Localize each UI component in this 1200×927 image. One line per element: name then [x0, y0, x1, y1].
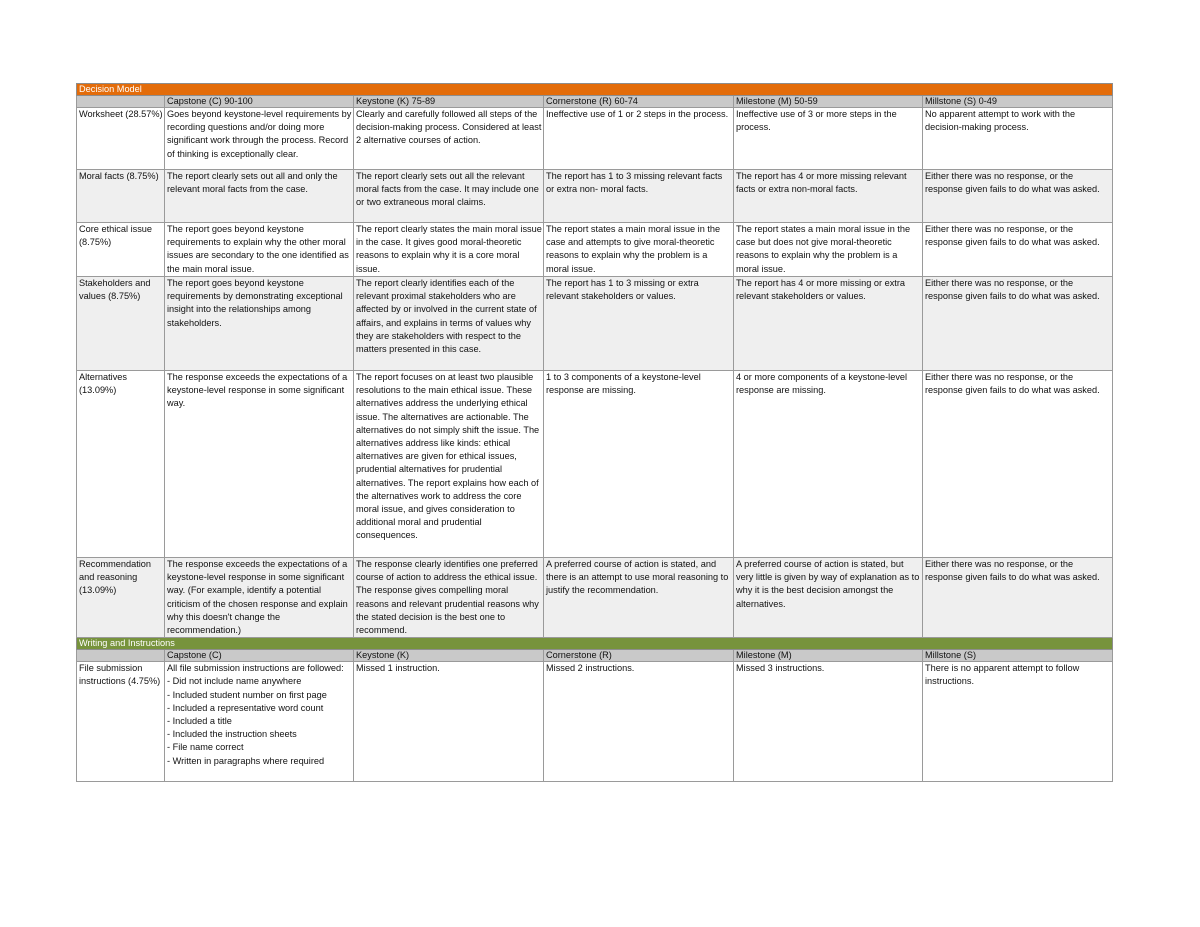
list-item: - File name correct: [167, 742, 244, 753]
criterion-core-ethical-issue: Core ethical issue (8.75%): [77, 223, 165, 277]
table-row-file-submission: [77, 662, 1113, 782]
header-keystone: Keystone (K): [354, 650, 544, 662]
cell-millstone: No apparent attempt to work with the decision-making process.: [923, 108, 1113, 170]
cell-milestone: The report has 4 or more missing relevant facts or extra non-moral facts.: [734, 170, 923, 223]
decision-model-section-row: [77, 84, 1113, 96]
cell-keystone: The report clearly identifies each of the relevant proximal stakeholders who are affected by or involved in the current state of affairs, and explains in terms of values why they are stakeholders with respect to the matters presented in this case.: [354, 277, 544, 371]
cell-millstone: Either there was no response, or the response given fails to do what was asked.: [923, 223, 1113, 277]
header-milestone: Milestone (M) 50-59: [734, 96, 923, 108]
criterion-worksheet: Worksheet (28.57%): [77, 108, 165, 170]
header-cornerstone: Cornerstone (R) 60-74: [544, 96, 734, 108]
cell-millstone: Either there was no response, or the response given fails to do what was asked.: [923, 277, 1113, 371]
cell-milestone: Ineffective use of 3 or more steps in the process.: [734, 108, 923, 170]
rubric-sheet: [76, 83, 1112, 782]
capstone-intro: All file submission instructions are followed:: [167, 663, 344, 674]
header-milestone: Milestone (M): [734, 650, 923, 662]
list-item: - Included student number on first page: [167, 689, 327, 700]
list-item: - Did not include name anywhere: [167, 676, 302, 687]
cell-milestone: The report has 4 or more missing or extra relevant stakeholders or values.: [734, 277, 923, 371]
cell-millstone: Either there was no response, or the response given fails to do what was asked.: [923, 170, 1113, 223]
writing-section-row: [77, 638, 1113, 650]
cell-cornerstone: The report has 1 to 3 missing or extra relevant stakeholders or values.: [544, 277, 734, 371]
table-row-core-ethical-issue: [77, 223, 1113, 277]
header-criterion-blank: [77, 650, 165, 662]
cell-capstone: The response exceeds the expectations of a keystone-level response in some significant way. (For example, identify a potential criticism of the chosen response and explain why this doesn't change the recommendation.): [165, 558, 354, 638]
cell-milestone: A preferred course of action is stated, but very little is given by way of explanation as to why it is the best decision amongst the alternatives.: [734, 558, 923, 638]
cell-cornerstone: Ineffective use of 1 or 2 steps in the process.: [544, 108, 734, 170]
cell-cornerstone: 1 to 3 components of a keystone-level response are missing.: [544, 371, 734, 558]
list-item: - Included a representative word count: [167, 702, 324, 713]
criterion-stakeholders-values: Stakeholders and values (8.75%): [77, 277, 165, 371]
table-row-recommendation: [77, 558, 1113, 638]
header-millstone: Millstone (S) 0-49: [923, 96, 1113, 108]
cell-cornerstone: Missed 2 instructions.: [544, 662, 734, 782]
cell-keystone: The report focuses on at least two plausible resolutions to the main ethical issue. These alternatives address the underlying ethical issue. The alternatives are actionable. The alternatives do not simply shift the issue. The alternatives address like kinds: ethical alternatives are given for ethical issues, prudential alternatives for prudential alternatives. The report explains how each of the alternatives work to address the core moral issue, and gives consideration to additional moral and prudential consequences.: [354, 371, 544, 558]
decision-model-header-row: [77, 96, 1113, 108]
list-item: - Included a title: [167, 716, 232, 727]
cell-capstone: Goes beyond keystone-level requirements by recording questions and/or doing more significant work through the process. Record of thinking is exceptionally clear.: [165, 108, 354, 170]
cell-keystone: Clearly and carefully followed all steps of the decision-making process. Considered at least 2 alternative courses of action.: [354, 108, 544, 170]
rubric-table: [76, 83, 1113, 782]
header-capstone: Capstone (C): [165, 650, 354, 662]
cell-cornerstone: The report has 1 to 3 missing relevant facts or extra non- moral facts.: [544, 170, 734, 223]
cell-millstone: There is no apparent attempt to follow instructions.: [923, 662, 1113, 782]
criterion-alternatives: Alternatives (13.09%): [77, 371, 165, 558]
cell-cornerstone: The report states a main moral issue in the case and attempts to give moral-theoretic reasons to explain why the problem is a moral issue.: [544, 223, 734, 277]
cell-keystone: The report clearly sets out all the relevant moral facts from the case. It may include one or two extraneous moral claims.: [354, 170, 544, 223]
cell-cornerstone: A preferred course of action is stated, and there is an attempt to use moral reasoning to justify the recommendation.: [544, 558, 734, 638]
writing-section-title: Writing and Instructions: [77, 638, 1113, 650]
criterion-moral-facts: Moral facts (8.75%): [77, 170, 165, 223]
cell-capstone: The report goes beyond keystone requirements to explain why the other moral issues are secondary to the one identified as the main moral issue.: [165, 223, 354, 277]
cell-millstone: Either there was no response, or the response given fails to do what was asked.: [923, 371, 1113, 558]
header-millstone: Millstone (S): [923, 650, 1113, 662]
cell-millstone: Either there was no response, or the response given fails to do what was asked.: [923, 558, 1113, 638]
list-item: - Included the instruction sheets: [167, 729, 297, 740]
cell-milestone: Missed 3 instructions.: [734, 662, 923, 782]
cell-keystone: The report clearly states the main moral issue in the case. It gives good moral-theoretic reasons to explain why it is a core moral issue.: [354, 223, 544, 277]
table-row-moral-facts: [77, 170, 1113, 223]
criterion-recommendation: Recommendation and reasoning (13.09%): [77, 558, 165, 638]
cell-milestone: 4 or more components of a keystone-level response are missing.: [734, 371, 923, 558]
cell-keystone: The response clearly identifies one preferred course of action to address the ethical issue. The response gives compelling moral reasons and relevant prudential reasons why the stated decision is the best one to recommend.: [354, 558, 544, 638]
table-row-worksheet: [77, 108, 1113, 170]
cell-capstone: The report clearly sets out all and only the relevant moral facts from the case.: [165, 170, 354, 223]
cell-milestone: The report states a main moral issue in the case but does not give moral-theoretic reasons to explain why the problem is a moral issue.: [734, 223, 923, 277]
list-item: - Written in paragraphs where required: [167, 755, 325, 766]
header-capstone: Capstone (C) 90-100: [165, 96, 354, 108]
table-row-alternatives: [77, 371, 1113, 558]
cell-capstone: The report goes beyond keystone requirements by demonstrating exceptional insight into the relationships among stakeholders.: [165, 277, 354, 371]
header-criterion-blank: [77, 96, 165, 108]
criterion-file-submission: File submission instructions (4.75%): [77, 662, 165, 782]
cell-capstone: The response exceeds the expectations of a keystone-level response in some significant way.: [165, 371, 354, 558]
writing-header-row: [77, 650, 1113, 662]
cell-capstone: [165, 662, 354, 782]
table-row-stakeholders-values: [77, 277, 1113, 371]
header-cornerstone: Cornerstone (R): [544, 650, 734, 662]
header-keystone: Keystone (K) 75-89: [354, 96, 544, 108]
cell-keystone: Missed 1 instruction.: [354, 662, 544, 782]
decision-model-title: Decision Model: [77, 84, 1113, 96]
